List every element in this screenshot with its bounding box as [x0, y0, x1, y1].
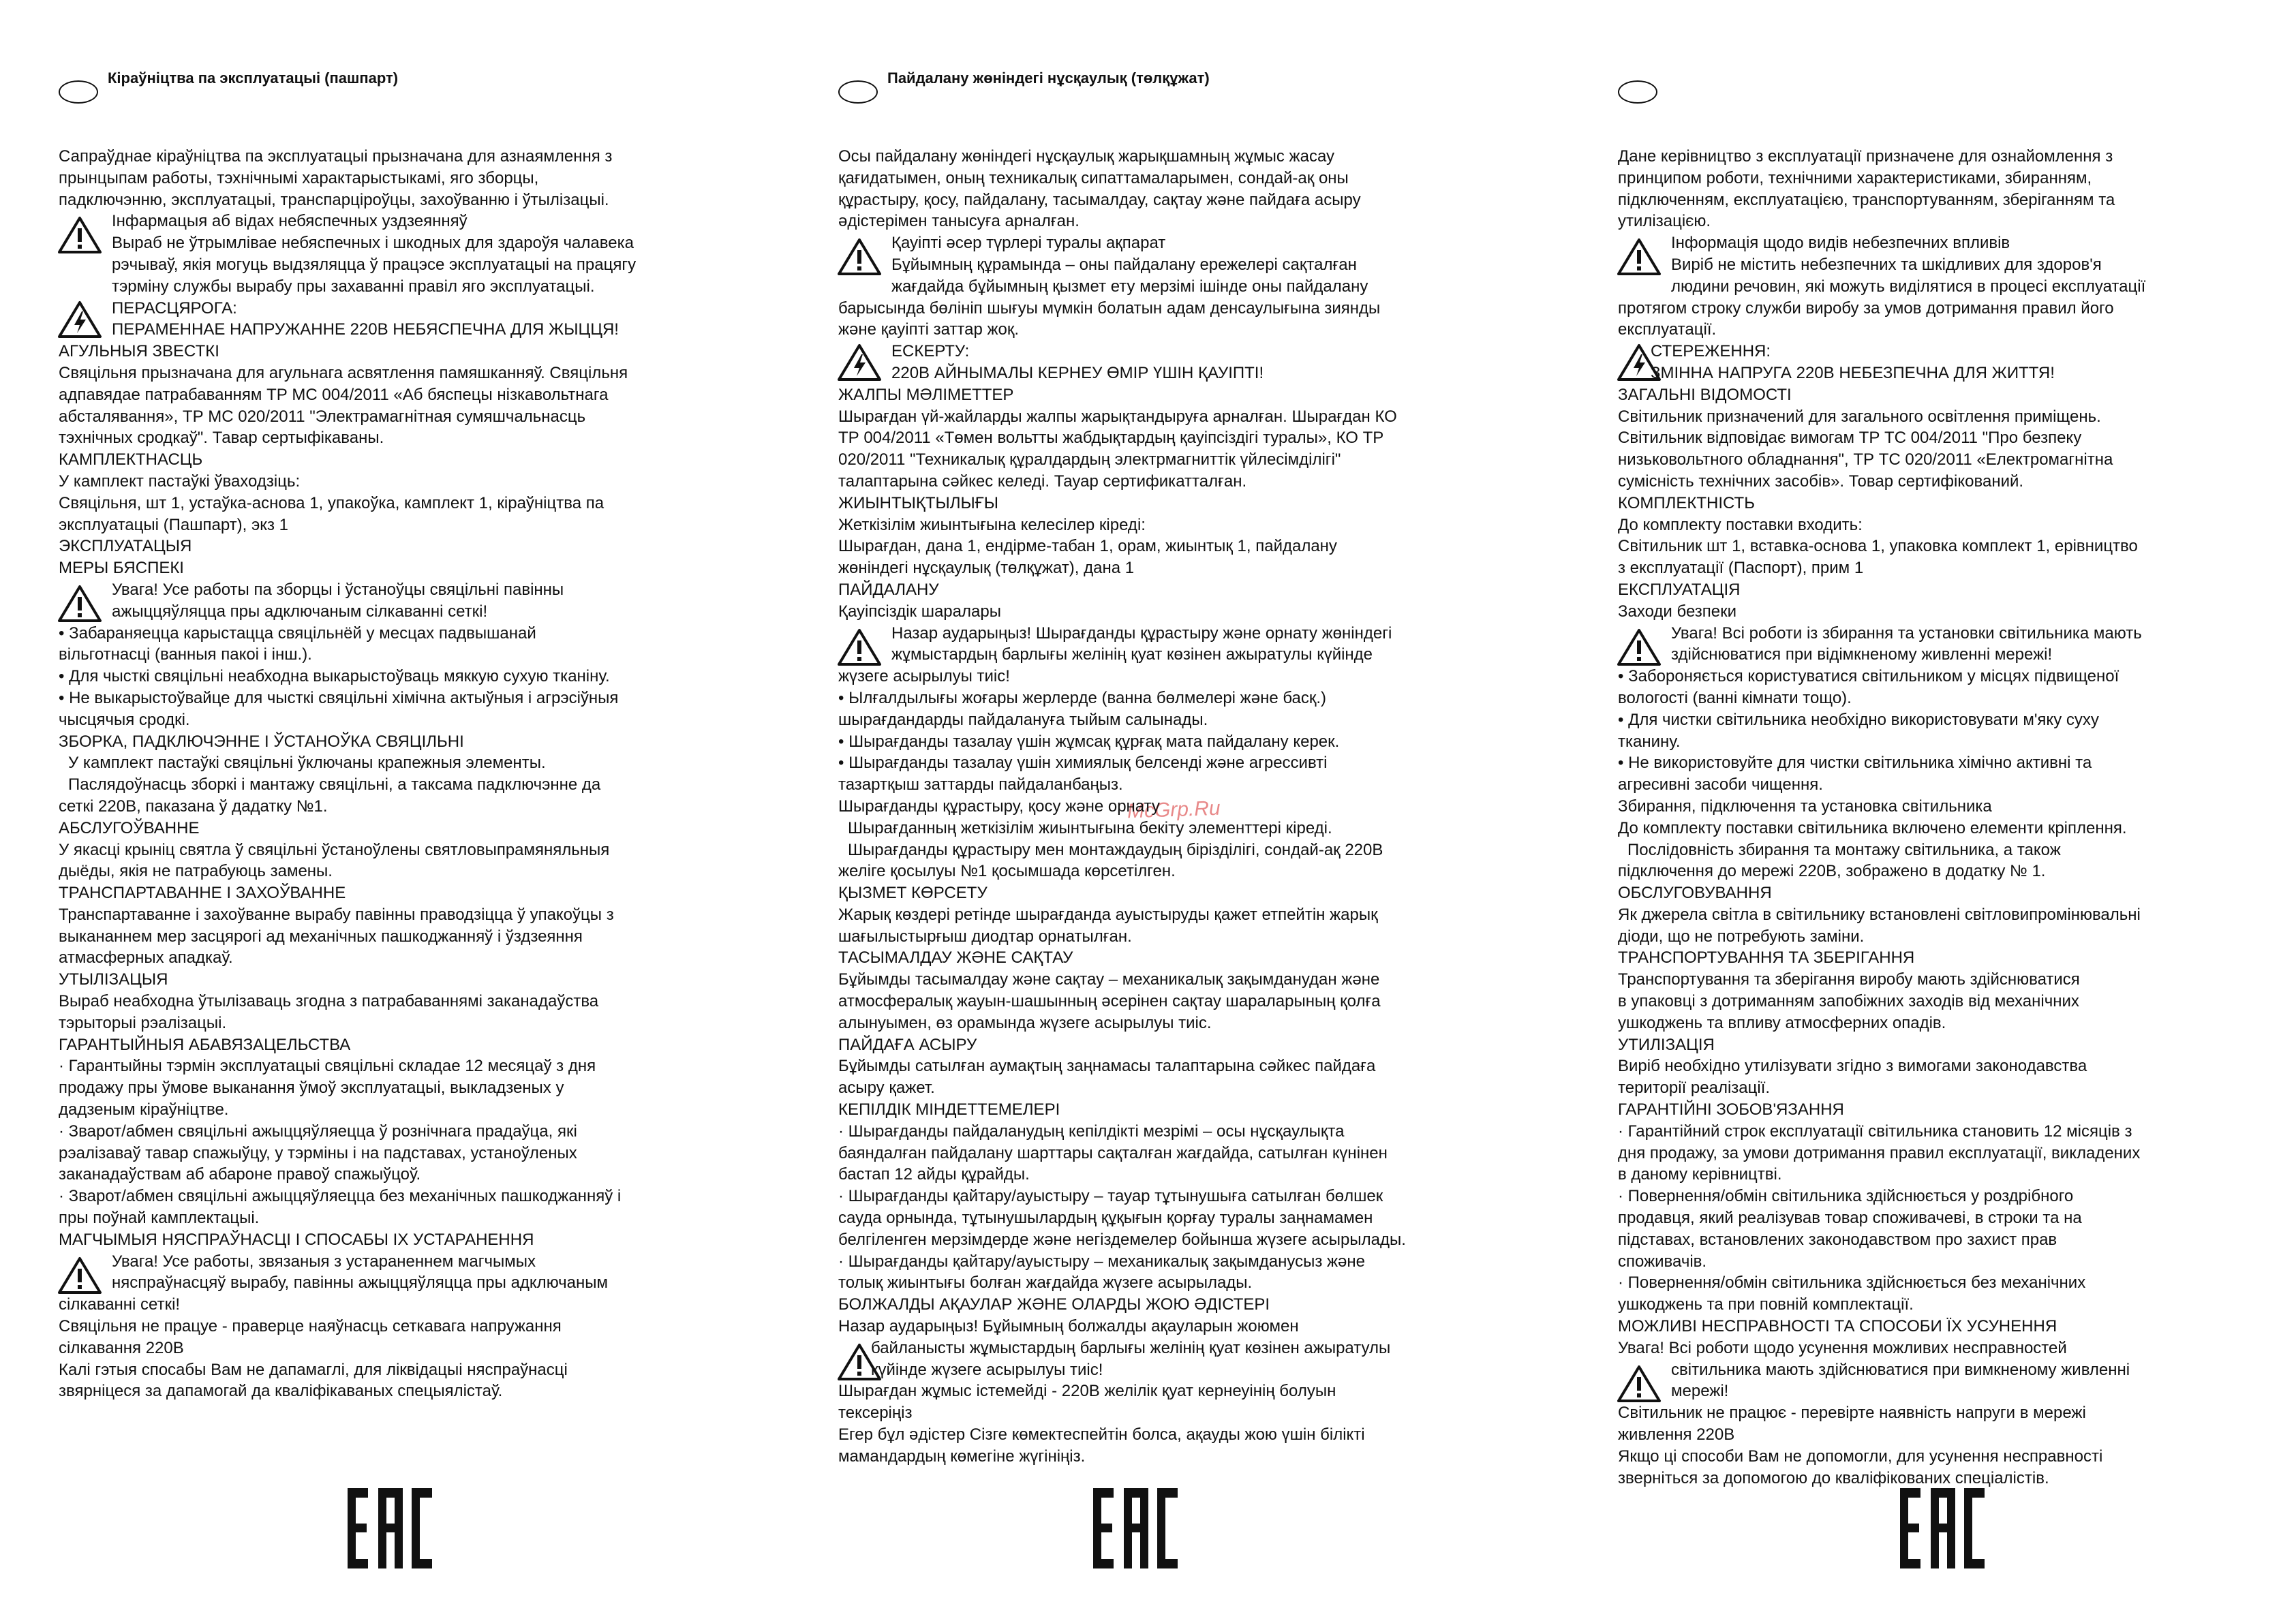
text-line: пры поўнай камплектацыі.	[59, 1209, 260, 1228]
text-line: · Гарантійний строк експлуатації світильника становить 12 місяців з	[1618, 1122, 2132, 1141]
text-line: · Повернення/обмін світильника здійснюється без механічних	[1618, 1273, 2086, 1293]
text-line: Свяцільня прызначана для агульнага асвятлення памяшканняў. Свяцільня	[59, 363, 628, 382]
text-line: ушкоджень та впливу атмосферних опадів.	[1618, 1013, 1946, 1032]
text-line: АБСЛУГОЎВАННЕ	[59, 818, 200, 837]
text-line: Шырағданды құрастыру, қосу және орнату	[838, 797, 1160, 816]
text-line: Паслядоўнасць зборкі і мантажу свяцільні, а таксама падключэнне да	[68, 775, 601, 794]
text-line: ЗАГАЛЬНІ ВІДОМОСТІ	[1618, 385, 1792, 404]
text-line: ЕКСПЛУАТАЦІЯ	[1618, 580, 1741, 599]
text-line: тэрміну службы вырабу пры захаванні правіл яго эксплуатацыі.	[112, 277, 595, 296]
text-line: тазартқыш заттарды пайдаланбаңыз.	[838, 775, 1123, 794]
text-line: Інфармацыя аб відах небяспечных уздзеянняў	[112, 212, 468, 231]
text-line: МЕРЫ БЯСПЕКІ	[59, 559, 184, 578]
text-line: Шырағдан үй-жайларды жалпы жарықтандыруға арналған. Шырағдан КО	[838, 407, 1397, 426]
manual-body	[838, 146, 1520, 1468]
text-line: Бұйымды тасымалдау және сақтау – механикалық зақымданудан және	[838, 970, 1380, 989]
text-line: протягом строку служби виробу за умов дотримання правил його	[1618, 298, 2114, 318]
eac-mark	[1900, 1488, 1985, 1568]
text-line: выкананнем мер засцярогі ад механічных пашкоджанняў і ўздзеяння	[59, 927, 583, 946]
text-line: Заходи безпеки	[1618, 602, 1737, 621]
text-line: · Шырағданды пайдаланудың кепілдікті мезрімі – осы нұсқаулықта	[838, 1122, 1345, 1141]
text-line: МОЖЛИВІ НЕСПРАВНОСТІ ТА СПОСОБИ ЇХ УСУНЕННЯ	[1618, 1317, 2057, 1336]
text-line: БОЛЖАЛДЫ АҚАУЛАР ЖӘНЕ ОЛАРДЫ ЖОЮ ӘДІСТЕРІ	[838, 1295, 1270, 1314]
text-line: продавця, який реалізував товар споживачеві, в строки та на	[1618, 1209, 2082, 1228]
text-line: шағылыстырғыш диодтар орнатылған.	[838, 927, 1132, 946]
text-line: експлуатації.	[1618, 320, 1717, 339]
text-line: жұмыстардың барлығы желінің қуат көзінен ажыратулы күйінде	[891, 645, 1373, 664]
text-line: Якщо ці способи Вам не допомогли, для усунення несправності	[1618, 1447, 2103, 1466]
page-number-oval	[1618, 80, 1657, 104]
text-line: Қауіпті әсер түрлері туралы ақпарат	[891, 234, 1166, 253]
text-line: падключэнню, эксплуатацыі, транспарціроўцы, захоўванню і ўтылізацыі.	[59, 190, 609, 209]
section-header	[838, 69, 1520, 104]
text-line: атмасферных ападкаў.	[59, 948, 233, 968]
text-line: • Для чысткі свяцільні неабходна выкарыстоўваць мяккую сухую тканіну.	[59, 667, 610, 686]
text-line: Світильник відповідає вимогам ТР ТС 004/2011 "Про безпеку	[1618, 429, 2082, 448]
text-line: продажу пры ўмове выканання ўмоў эксплуатацыі, выкладзеных у	[59, 1079, 564, 1098]
text-line: живлення 220В	[1618, 1425, 1735, 1444]
text-line: Назар аударыңыз! Бұйымның болжалды ақауларын жоюмен	[838, 1317, 1299, 1336]
text-line: • Шырағданды тазалау үшін химиялық белсенді және агрессивті	[838, 754, 1328, 773]
text-line: Выраб не ўтрымлівае небяспечных і шкодных для здароўя чалавека	[112, 234, 634, 253]
text-line: Як джерела світла в світильнику встановлені світловипромінювальні	[1618, 905, 2141, 924]
text-line: · Шырағданды қайтару/ауыстыру – тауар тұтынушыға сатылған бөлшек	[838, 1187, 1383, 1206]
column-kazakh	[838, 0, 1520, 1623]
text-line: және қауіпті заттар жоқ.	[838, 320, 1020, 339]
text-line: АГУЛЬНЫЯ ЗВЕСТКІ	[59, 342, 219, 361]
eac-mark	[348, 1488, 432, 1568]
text-line: вільготнасці (ванныя пакоі і інш.).	[59, 645, 312, 664]
text-line: підставах, встановлених законодавством про захист прав	[1618, 1230, 2057, 1249]
text-line: в даному керівництві.	[1618, 1165, 1782, 1184]
text-line: До комплекту поставки світильника включено елементи кріплення.	[1618, 818, 2127, 837]
text-line: ЕСКЕРТУ:	[891, 342, 970, 361]
watermark: McGrp.Ru	[1127, 797, 1221, 823]
text-line: қағидатымен, оның техникалық сипаттамаларымен, сондай-ақ оны	[838, 168, 1349, 187]
text-line: ПЕРАСЦЯРОГА:	[112, 298, 237, 318]
text-line: світильника мають здійснюватися при вимкненому живленні	[1671, 1360, 2130, 1379]
text-line: эксплуатацыі (Пашпарт), экз 1	[59, 515, 288, 534]
text-line: жөніндегі нұсқаулық (төлқұжат), дана 1	[838, 559, 1135, 578]
text-line: Інформація щодо видів небезпечних впливів	[1671, 234, 2010, 253]
text-line: Транспартаванне і захоўванне вырабу павінны праводзіцца ў упакоўцы з	[59, 905, 614, 924]
text-line: заканадаўствам аб абароне правоў спажыўцоў.	[59, 1165, 421, 1184]
text-line: Жеткізілім жиынтығына келесілер кіреді:	[838, 515, 1146, 534]
text-line: Світильник не працює - перевірте наявність напруги в мережі	[1618, 1404, 2086, 1423]
text-line: Дане керівництво з експлуатації призначене для ознайомлення з	[1618, 147, 2113, 166]
text-line: Світильник призначений для загального освітлення приміщень.	[1618, 407, 2101, 426]
section-header	[59, 69, 740, 104]
text-line: КОМПЛЕКТНІСТЬ	[1618, 493, 1755, 512]
text-line: · Зварот/абмен свяцільні ажыццяўляецца без механічных пашкоджанняў і	[59, 1187, 622, 1206]
text-line: ажыццяўляцца пры адключаным сілкаванні сеткі!	[112, 602, 488, 621]
text-line: белгіленген мерзімдерде және негіздемелер бойынша жүзеге асырылады.	[838, 1230, 1406, 1249]
text-line: ЭКСПЛУАТАЦЫЯ	[59, 537, 192, 556]
section-header	[1618, 69, 2296, 104]
text-line: вологості (ванні кімнати тощо).	[1618, 688, 1852, 707]
page-number-oval	[59, 80, 98, 104]
text-line: · Зварот/абмен свяцільні ажыццяўляецца ў рознічнага прадаўца, які	[59, 1122, 577, 1141]
text-line: ТАСЫМАЛДАУ ЖӘНЕ САҚТАУ	[838, 948, 1073, 968]
text-line: ПАЙДАҒА АСЫРУ	[838, 1035, 977, 1054]
manual-body	[1618, 146, 2296, 1489]
text-line: підключенням, експлуатацією, транспортуванням, зберіганням та	[1618, 190, 2115, 209]
text-line: Шырағданды құрастыру мен монтаждаудың бірізділігі, сондай-ақ 220В	[848, 840, 1383, 859]
text-line: • Шырағданды тазалау үшін жұмсақ құрғақ мата пайдалану керек.	[838, 732, 1340, 751]
text-line: желіге қосылуы №1 қосымшада көрсетілген.	[838, 862, 1176, 881]
text-line: атмосфералық жауын-шашынның әсерінен сақтау шараларының қолға	[838, 992, 1381, 1011]
text-line: ЗБОРКА, ПАДКЛЮЧЭННЕ І ЎСТАНОЎКА СВЯЦІЛЬНІ	[59, 732, 464, 751]
text-line: сумісність технічних засобів». Товар сертифікований.	[1618, 472, 2024, 491]
column-ukrainian	[1618, 0, 2296, 1623]
text-line: агресивні засоби чищення.	[1618, 775, 1823, 794]
text-line: утилізацією.	[1618, 212, 1711, 231]
text-line: құрастыру, қосу, пайдалану, тасымалдау, сақтау және пайдаға асыру	[838, 190, 1361, 209]
text-line: рэалізаваў тавар спажыўцу, у тэрміны і на падставах, устаноўленых	[59, 1143, 577, 1162]
text-line: Жарық көздері ретінде шырағданда ауыстыруды қажет етпейтін жарық	[838, 905, 1378, 924]
text-line: людини речовин, які можуть виділятися в процесі експлуатації	[1671, 277, 2146, 296]
text-line: · Гарантыйны тэрмін эксплуатацыі свяцільні складае 12 месяцаў з дня	[59, 1057, 596, 1076]
text-line: асыру қажет.	[838, 1079, 935, 1098]
text-line: жағдайда бұйымның қызмет ету мерзімі ішінде оны пайдалану	[891, 277, 1368, 296]
text-line: • Не выкарыстоўвайце для чысткі свяцільні хімічна актыўныя і агрэсіўныя	[59, 688, 619, 707]
text-line: няспраўнасцяў вырабу, павінны ажыццяўляцца пры адключаным	[112, 1273, 609, 1293]
text-line: сауда орнында, тұтынушылардың құқығын қорғау туралы заңнамамен	[838, 1209, 1373, 1228]
text-line: ПЕРАМЕННАЕ НАПРУЖАННЕ 220В НЕБЯСПЕЧНА ДЛЯ ЖЫЦЦЯ!	[112, 320, 619, 339]
text-line: ЗМІННА НАПРУГА 220В НЕБЕЗПЕЧНА ДЛЯ ЖИТТЯ!	[1651, 363, 2055, 382]
text-line: әдістерімен танысуға арналған.	[838, 212, 1080, 231]
page-number-oval	[838, 80, 878, 104]
text-line: Послідовність збирання та монтажу світильника, а також	[1627, 840, 2061, 859]
text-line: ТР 004/2011 «Төмен вольтты жабдықтардың қауіпсіздігі туралы», КО ТР	[838, 429, 1384, 448]
text-line: Свяцільня не працуе - праверце наяўнасць сеткавага напружання	[59, 1317, 562, 1336]
text-line: Шырағданның жеткізілім жиынтығына бекіту элементтері кіреді.	[848, 818, 1332, 837]
text-line: рэчываў, якія могуць выдзяляцца ў працэсе эксплуатацыі на працягу	[112, 255, 637, 274]
text-line: чысцячыя сродкі.	[59, 710, 190, 729]
text-line: в упаковці з дотриманням запобіжних заходів від механічних	[1618, 992, 2079, 1011]
text-line: діоди, що не потребують заміни.	[1618, 927, 1865, 946]
text-line: • Ылғалдылығы жоғары жерлерде (ванна бөлмелері және басқ.)	[838, 688, 1327, 707]
text-line: ТРАНСПАРТАВАННЕ І ЗАХОЎВАННЕ	[59, 884, 346, 903]
text-line: ГАРАНТІЙНІ ЗОБОВ'ЯЗАННЯ	[1618, 1100, 1844, 1119]
text-line: • Забороняється користуватися світильником у місцях підвищеної	[1618, 667, 2119, 686]
text-line: Шырағдан, дана 1, ендірме-табан 1, орам, жиынтық 1, пайдалану	[838, 537, 1337, 556]
text-line: Бұйымның құрамында – оны пайдалану ережелері сақталған	[891, 255, 1357, 274]
text-line: звярніцеся за дапамогай да кваліфікаваных спецыялістаў.	[59, 1382, 503, 1401]
text-line: Виріб не містить небезпечних та шкідливих для здоров'я	[1671, 255, 2102, 274]
text-line: сеткі 220В, паказана ў дадатку №1.	[59, 797, 328, 816]
text-line: УТИЛІЗАЦІЯ	[1618, 1035, 1715, 1054]
text-line: Увага! Усе работы па зборцы і ўстаноўцы свяцільні павінны	[112, 580, 564, 599]
text-line: Осы пайдалану жөніндегі нұсқаулық жарықшамның жұмыс жасау	[838, 147, 1335, 166]
text-line: Світильник шт 1, вставка-основа 1, упаковка комплект 1, ерівництво	[1618, 537, 2138, 556]
text-line: · Повернення/обмін світильника здійснюється у роздрібного	[1618, 1187, 2074, 1206]
text-line: ҚЫЗМЕТ КӨРСЕТУ	[838, 884, 988, 903]
text-line: споживачів.	[1618, 1252, 1707, 1271]
text-line: мережі!	[1671, 1382, 1729, 1401]
text-line: У якасці крыніц святла ў свяцільні ўстаноўлены святловыпрамяняльныя	[59, 840, 610, 859]
text-line: Увага! Всі роботи із збирання та установки світильника мають	[1671, 623, 2142, 643]
text-line: • Не використовуйте для чистки світильника хімічно активні та	[1618, 754, 2092, 773]
text-line: байланысты жұмыстардың барлығы желінің қуат көзінен ажыратулы	[871, 1338, 1391, 1357]
text-line: ОБСЛУГОВУВАННЯ	[1618, 884, 1772, 903]
text-line: тэрыторыі рэалізацыі.	[59, 1013, 227, 1032]
text-line: сілкаванні сеткі!	[59, 1295, 181, 1314]
text-line: МАГЧЫМЫЯ НЯСПРАЎНАСЦІ І СПОСАБЫ ІХ УСТАРАНЕННЯ	[59, 1230, 534, 1249]
text-line: Увага! Всі роботи щодо усунення можливих несправностей	[1618, 1338, 2067, 1357]
text-line: 020/2011 "Техникалық құралдардың электрмагниттік үйлесімділігі"	[838, 450, 1341, 469]
text-line: дня продажу, за умови дотримання правил експлуатації, викладених	[1618, 1143, 2141, 1162]
text-line: ушкоджень та при повній комплектації.	[1618, 1295, 1914, 1314]
text-line: толық жиынтығы болған жағдайда жүзеге асырылады.	[838, 1273, 1253, 1293]
text-line: підключення до мережі 220В, зображено в додатку № 1.	[1618, 862, 2046, 881]
text-line: ПАЙДАЛАНУ	[838, 580, 939, 599]
text-line: жүзеге асырылуы тиіс!	[838, 667, 1010, 686]
eac-mark	[1093, 1488, 1178, 1568]
text-line: баяндалған пайдалану шарттары сақталған жағдайда, сатылған күнінен	[838, 1143, 1388, 1162]
column-belarusian	[59, 0, 740, 1623]
text-line: • Забараняецца карыстацца свяцільнёй у месцах падвышанай	[59, 623, 536, 643]
text-line: КАМПЛЕКТНАСЦЬ	[59, 450, 203, 469]
text-line: низьковольтного обладнання", ТР ТС 020/2011 «Електромагнітна	[1618, 450, 2113, 469]
text-line: дыёды, якія не патрабуюць замены.	[59, 862, 333, 881]
text-line: Выраб неабходна ўтылізаваць згодна з патрабаваннямі заканадаўства	[59, 992, 599, 1011]
text-line: сілкавання 220В	[59, 1338, 184, 1357]
text-line: Қауіпсіздік шаралары	[838, 602, 1001, 621]
text-line: Збирання, підключення та установка світильника	[1618, 797, 1992, 816]
text-line: У камплект пастаўкі свяцільні ўключаны крапежныя элементы.	[68, 754, 546, 773]
text-line: ГАРАНТЫЙНЫЯ АБАВЯЗАЦЕЛЬСТВА	[59, 1035, 351, 1054]
text-line: Калі гэтыя спосабы Вам не дапамаглі, для ліквідацыі няспраўнасці	[59, 1360, 568, 1379]
text-line: • Для чистки світильника необхідно використовувати м'яку суху	[1618, 710, 2099, 729]
text-line: тексеріңіз	[838, 1404, 913, 1423]
text-line: тканину.	[1618, 732, 1681, 751]
text-line: Свяцільня, шт 1, устаўка-аснова 1, упакоўка, камплект 1, кіраўніцтва па	[59, 493, 604, 512]
text-line: Бұйымды сатылған аумақтың заңнамасы талаптарына сәйкес пайдаға	[838, 1057, 1376, 1076]
text-line: принципом роботи, технічними характеристиками, збиранням,	[1618, 168, 2092, 187]
text-line: Шырағдан жұмыс істемейді - 220В желілік қуат кернеуінің болуын	[838, 1382, 1336, 1401]
text-line: ЖАЛПЫ МӘЛІМЕТТЕР	[838, 385, 1014, 404]
text-line: Транспортування та зберігання виробу мають здійснюватися	[1618, 970, 2080, 989]
text-line: дадзеным кіраўніцтве.	[59, 1100, 229, 1119]
text-line: шырағдандарды пайдалануға тыйым салынады.	[838, 710, 1208, 729]
text-line: абсталявання», ТР МС 020/2011 "Электрамагнітная сумяшчальнасць	[59, 407, 586, 426]
text-line: алынуымен, өз орамында жүзеге асырылуы тиіс.	[838, 1013, 1212, 1032]
text-line: күйінде жүзеге асырылуы тиіс!	[871, 1360, 1103, 1379]
text-line: мамандардың көмегіне жүгініңіз.	[838, 1447, 1086, 1466]
text-line: здійснюватися при відімкненому живленні мережі!	[1671, 645, 2053, 664]
text-line: УТЫЛІЗАЦЫЯ	[59, 970, 168, 989]
text-line: Сапраўднае кіраўніцтва па эксплуатацыі прызначана для азнаямлення з	[59, 147, 613, 166]
text-line: зверніться за допомогою до кваліфікованих спеціалістів.	[1618, 1468, 2049, 1487]
manual-body	[59, 146, 740, 1402]
text-line: барысында бөлініп шығуы мүмкін болатын адам денсаулығына зиянды	[838, 298, 1381, 318]
text-line: ТРАНСПОРТУВАННЯ ТА ЗБЕРІГАННЯ	[1618, 948, 1915, 968]
text-line: 220В АЙНЫМАЛЫ КЕРНЕУ ӨМІР ҮШІН ҚАУІПТІ!	[891, 363, 1264, 382]
manual-title: Кіраўніцтва па эксплуатацыі (пашпарт)	[108, 69, 399, 87]
text-line: Егер бұл әдістер Сізге көмектеспейтін болса, ақауды жою үшін білікті	[838, 1425, 1365, 1444]
text-line: тэхнічных сродкаў". Тавар сертыфікаваны.	[59, 429, 384, 448]
text-line: · Шырағданды қайтару/ауыстыру – механикалық зақымданусыз және	[838, 1252, 1366, 1271]
text-line: СТЕРЕЖЕННЯ:	[1651, 342, 1771, 361]
text-line: ЖИЫНТЫҚТЫЛЫҒЫ	[838, 493, 999, 512]
text-line: адпавядае патрабаванням ТР МС 004/2011 «Аб бяспецы нізкавольтнага	[59, 385, 609, 404]
text-line: До комплекту поставки входить:	[1618, 515, 1863, 534]
text-line: Назар аударыңыз! Шырағданды құрастыру және орнату жөніндегі	[891, 623, 1392, 643]
text-line: прынцыпам работы, тэхнічнымі характарыстыкамі, яго зборцы,	[59, 168, 539, 187]
text-line: Увага! Усе работы, звязаныя з устараненнем магчымых	[112, 1252, 536, 1271]
text-line: бастап 12 айды құрайды.	[838, 1165, 1030, 1184]
text-line: території реалізації.	[1618, 1079, 1771, 1098]
text-line: талаптарына сәйкес келеді. Тауар сертификатталған.	[838, 472, 1247, 491]
text-line: Виріб необхідно утилізувати згідно з вимогами законодавства	[1618, 1057, 2087, 1076]
manual-title: Пайдалану жөніндегі нұсқаулық (төлқұжат)	[887, 69, 1210, 87]
text-line: КЕПІЛДІК МІНДЕТТЕМЕЛЕРІ	[838, 1100, 1060, 1119]
text-line: У камплект пастаўкі ўваходзіць:	[59, 472, 301, 491]
text-line: з експлуатації (Паспорт), прим 1	[1618, 559, 1864, 578]
